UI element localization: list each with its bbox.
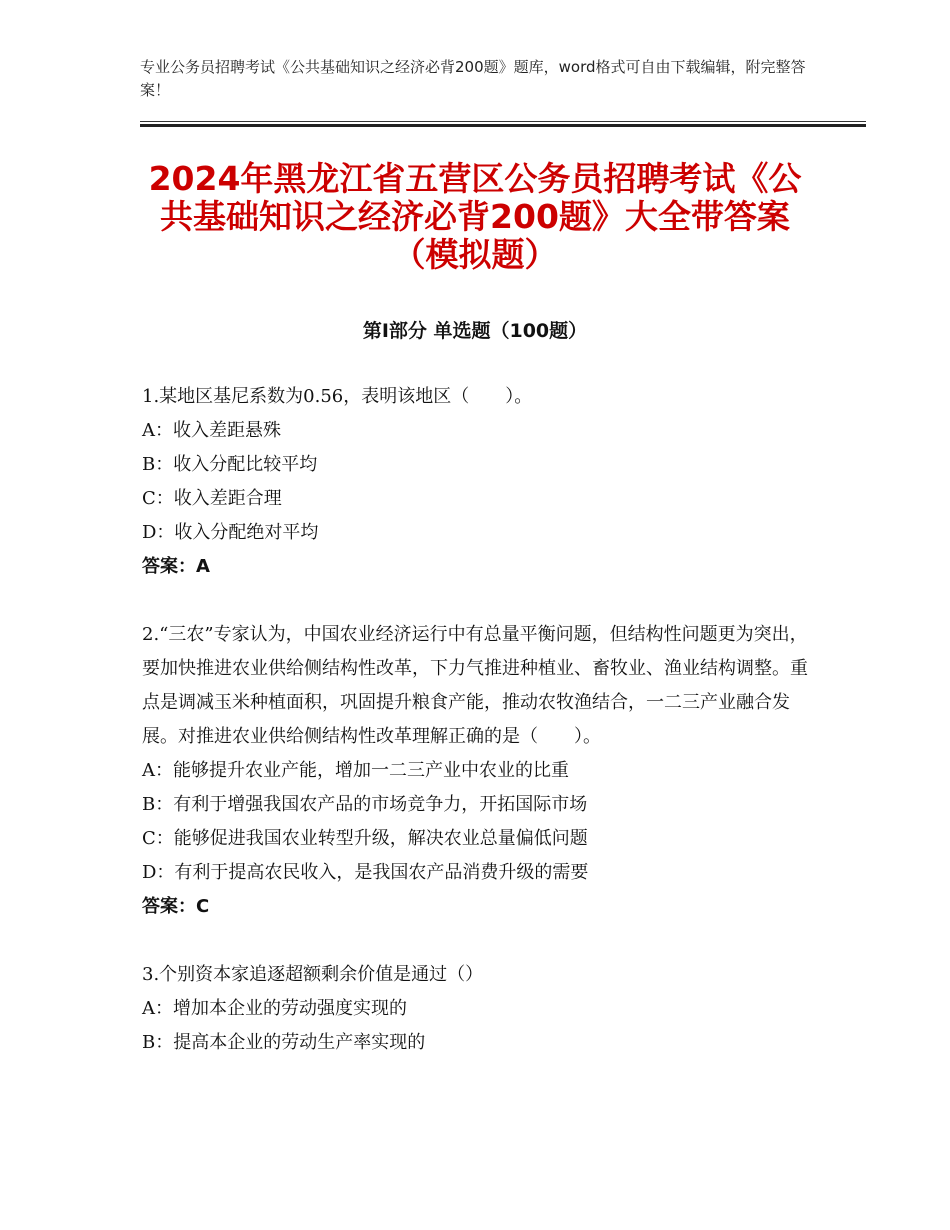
question-stem: 2.“三农”专家认为，中国农业经济运行中有总量平衡问题，但结构性问题更为突出，要加快推进农业供给侧结构性改革，下力气推进种植业、畜牧业、渔业结构调整。重点是调减玉米种植面积，巩固提升粮食产能，推动农牧渔结合，一二三产业融合发展。对推进农业供给侧结构性改革理解正确的是（ ）。 xyxy=(142,624,808,747)
title-line: （模拟题） xyxy=(392,235,558,274)
section-heading: 第Ⅰ部分 单选题（100题） xyxy=(362,320,588,342)
question-stem: 1.某地区基尼系数为0.56，表明该地区（ ）。 xyxy=(142,386,533,407)
spacer xyxy=(142,924,812,958)
option-b: B：提高本企业的劳动生产率实现的 xyxy=(142,1032,426,1053)
header-rule-thin xyxy=(140,121,866,122)
answer: 答案：A xyxy=(142,556,210,577)
question-stem: 3.个别资本家追逐超额剩余价值是通过（） xyxy=(142,964,484,985)
option-b: B：有利于增强我国农产品的市场竞争力，开拓国际市场 xyxy=(142,794,588,815)
option-c: C：收入差距合理 xyxy=(142,488,282,509)
option-d: D：有利于提高农民收入，是我国农产品消费升级的需要 xyxy=(142,862,589,883)
title-line: 2024年黑龙江省五营区公务员招聘考试《公 xyxy=(148,159,802,198)
question-list xyxy=(142,380,812,1060)
header-note: 专业公务员招聘考试《公共基础知识之经济必背200题》题库，word格式可自由下载编辑，附完整答案！ xyxy=(140,58,806,99)
answer: 答案：C xyxy=(142,896,210,917)
question-3 xyxy=(142,958,812,1060)
option-a: A：增加本企业的劳动强度实现的 xyxy=(142,998,407,1019)
spacer xyxy=(142,584,812,618)
question-2 xyxy=(142,618,812,924)
option-a: A：能够提升农业产能，增加一二三产业中农业的比重 xyxy=(142,760,569,781)
title-line: 共基础知识之经济必背200题》大全带答案 xyxy=(160,197,790,236)
header-rule-thick xyxy=(140,124,866,127)
document-title xyxy=(120,160,830,274)
option-d: D：收入分配绝对平均 xyxy=(142,522,319,543)
option-b: B：收入分配比较平均 xyxy=(142,454,318,475)
option-c: C：能够促进我国农业转型升级，解决农业总量偏低问题 xyxy=(142,828,588,849)
question-1 xyxy=(142,380,812,584)
option-a: A：收入差距悬殊 xyxy=(142,420,281,441)
